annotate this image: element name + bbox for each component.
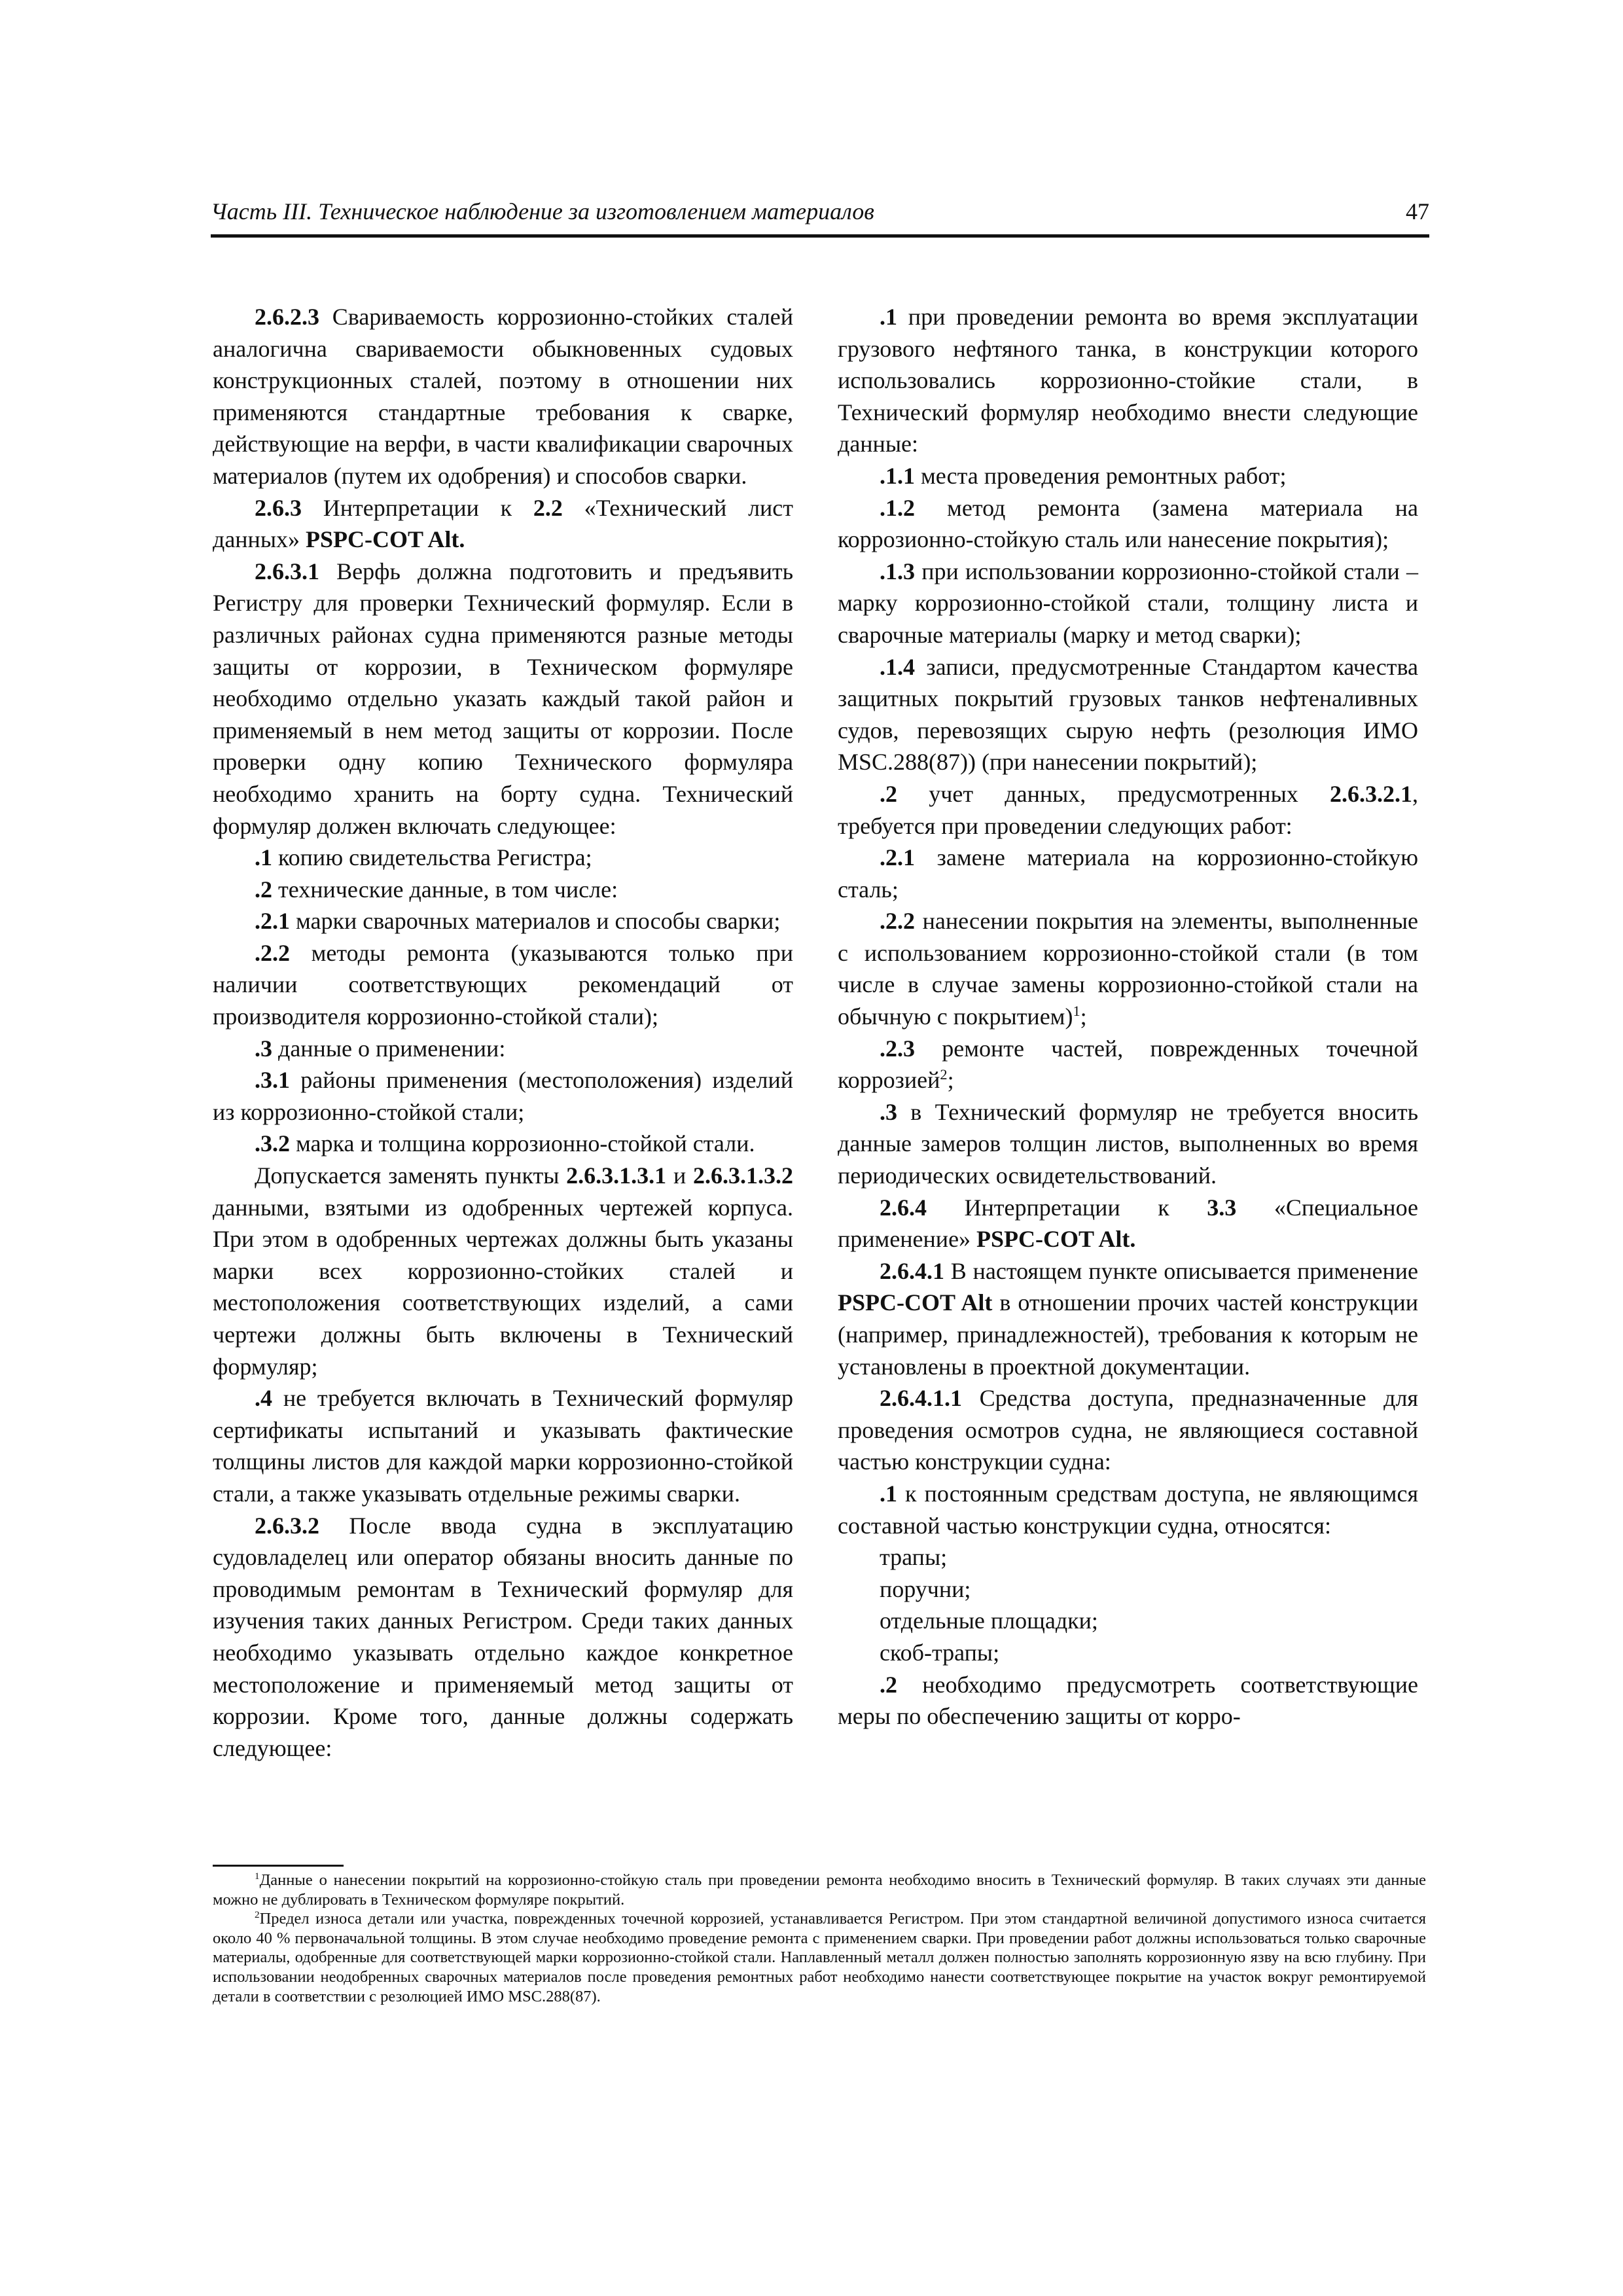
list-item: поручни; (880, 1575, 971, 1602)
list-item: отдельные площадки; (880, 1607, 1098, 1634)
list-item: трапы; (880, 1544, 948, 1571)
list-item: .2.1 марки сварочных материалов и способы сварки; (255, 908, 781, 935)
list-item: .3 в Технический формуляр не требуется вносить данные замеров толщин листов, выполненных во время периодических освидетельствований. (838, 1098, 1418, 1189)
list-item: .2.2 нанесении покрытия на элементы, выполненные с использованием коррозионно-стойкой стали (в том числе в случае замены коррозионно-стойкой стали на обычную с покрытием)$^1$; (838, 908, 1418, 1030)
list-item: .1 к постоянным средствам доступа, не являющимся составной частью конструкции судна, относятся: (838, 1480, 1418, 1539)
clause-number: 2.6.3 (255, 494, 302, 521)
list-item: .1.2 метод ремонта (замена материала на коррозионно-стойкую сталь или нанесение покрытия); (838, 494, 1418, 553)
footnote: $^2$Предел износа детали или участка, поврежденных точечной коррозией, устанавливается Регистром. При этом стандартной величиной допустимого износа считается около 40 % первоначальной толщины. В этом случае необходимо проведение ремонта с применением сварки. При проведении работ должны использоваться только сварочные материалы, одобренные для соответствующей марки коррозионно-стойкой стали. Наплавленный металл должен полностью заполнять коррозионную язву на всю глубину. При использовании неодобренных сварочных материалов после проведения ремонтных работ необходимо нанести соответствующее покрытие на участок вокруг ремонтируемой детали в соответствии с резолюцией ИМО MSC.288(87). (213, 1909, 1426, 2005)
footnote-mark: 2 (255, 1909, 260, 1921)
paragraph: Допускается заменять пункты 2.6.3.1.3.1 и 2.6.3.1.3.2 данными, взятыми из одобренных чертежей корпуса. При этом в одобренных чертежах должны быть указаны марки всех коррозионно-стойких сталей и местоположения соответствующих изделий, а сами чертежи должны быть включены в Технический формуляр; (213, 1162, 794, 1380)
list-item: .1 копию свидетельства Регистра; (255, 844, 592, 871)
list-item: скоб-трапы; (880, 1639, 1000, 1666)
list-item: .2.3 ремонте частей, поврежденных точечной коррозией$^2$; (838, 1035, 1418, 1094)
footnote-ref: 2 (940, 1066, 948, 1083)
footnotes (213, 1871, 1426, 2006)
list-item: .2 учет данных, предусмотренных 2.6.3.2.1, требуется при проведении следующих работ: (838, 780, 1418, 839)
clause-number: 2.6.4.1.1 (880, 1385, 962, 1412)
list-item: .3 данные о применении: (255, 1035, 506, 1062)
page-number: 47 (1406, 198, 1429, 224)
paragraph: 2.6.3.1 Верфь должна подготовить и предъявить Регистру для проверки Технический формуляр. Если в различных районах судна применяются разные методы защиты от коррозии, в Техническом формуляре необходимо отдельно указать каждый такой район и применяемый в нем метод защиты от коррозии. После проверки одну копию Технического формуляра необходимо хранить на борту судна. Технический формуляр должен включать следующее: (213, 558, 793, 839)
list-item: .1.3 при использовании коррозионно-стойкой стали – марку коррозионно-стойкой стали, толщину листа и сварочные материалы (марку и метод сварки); (838, 558, 1418, 648)
list-item: .1 при проведении ремонта во время эксплуатации грузового нефтяного танка, в конструкции которого использовались коррозионно-стойкие стали, в Технический формуляр необходимо внести следующие данные: (838, 304, 1418, 457)
list-item: .1.1 места проведения ремонтных работ; (880, 462, 1287, 489)
paragraph: 2.6.4.1 В настоящем пункте описывается применение PSPC-COT Alt в отношении прочих частей конструкции (например, принадлежностей), требования к которым не установлены в проектной документации. (838, 1257, 1418, 1380)
right-column (838, 301, 1418, 1732)
list-item: .3.1 районы применения (местоположения) изделий из коррозионно-стойкой стали; (213, 1067, 793, 1125)
paragraph: 2.6.4.1.1 Средства доступа, предназначенные для проведения осмотров судна, не являющиеся составной частью конструкции судна: (838, 1385, 1418, 1475)
paragraph: 2.6.3 Интерпретации к 2.2 «Технический лист данных» PSPC-COT Alt. (213, 494, 794, 553)
page-header (211, 194, 1429, 238)
left-column (213, 301, 793, 1764)
clause-number: 2.6.2.3 (255, 304, 319, 330)
list-item: .1.4 записи, предусмотренные Стандартом качества защитных покрытий грузовых танков нефтеналивных судов, перевозящих сырую нефть (резолюция ИМО MSC.288(87)) (при нанесении покрытий); (838, 653, 1418, 776)
paragraph: 2.6.3.2 После ввода судна в эксплуатацию судовладелец или оператор обязаны вносить данные по проводимым ремонтам в Технический формуляр для изучения таких данных Регистром. Среди таких данных необходимо указывать отдельно каждое конкретное местоположение и применяемый метод защиты от коррозии. Кроме того, данные должны содержать следующее: (213, 1512, 793, 1761)
list-item: .3.2 марка и толщина коррозионно-стойкой стали. (255, 1130, 755, 1157)
list-item: .2 необходимо предусмотреть соответствующие меры по обеспечению защиты от корро- (838, 1671, 1418, 1730)
clause-number: 2.6.3.1 (255, 558, 319, 584)
clause-number: 2.6.3.2 (255, 1512, 319, 1539)
footnote: $^1$Данные о нанесении покрытий на коррозионно-стойкую сталь при проведении ремонта необходимо вносить в Технический формуляр. В таких случаях эти данные можно не дублировать в Техническом формуляре покрытий. (213, 1870, 1426, 1909)
list-item: .2 технические данные, в том числе: (255, 876, 618, 903)
footnote-separator (213, 1865, 344, 1867)
paragraph: 2.6.2.3 Свариваемость коррозионно-стойких сталей аналогична свариваемости обыкновенных судовых конструкционных сталей, поэтому в отношении них применяются стандартные требования к сварке, действующие на верфи, в части квалификации сварочных материалов (путем их одобрения) и способов сварки. (213, 304, 793, 489)
clause-number: 2.6.4.1 (880, 1257, 944, 1284)
footnote-mark: 1 (255, 1870, 260, 1882)
running-title: Часть III. Техническое наблюдение за изготовлением материалов (211, 198, 874, 224)
footnote-ref: 1 (1073, 1003, 1080, 1020)
paragraph: 2.6.4 Интерпретации к 3.3 «Специальное применение» PSPC-COT Alt. (838, 1194, 1418, 1253)
list-item: .2.2 методы ремонта (указываются только при наличии соответствующих рекомендаций от производителя коррозионно-стойкой стали); (213, 939, 793, 1030)
clause-number: 2.6.4 (880, 1194, 927, 1221)
list-item: .2.1 замене материала на коррозионно-стойкую сталь; (838, 844, 1418, 903)
list-item: .4 не требуется включать в Технический формуляр сертификаты испытаний и указывать фактические толщины листов для каждой марки коррозионно-стойкой стали, а также указывать отдельные режимы сварки. (213, 1385, 793, 1507)
